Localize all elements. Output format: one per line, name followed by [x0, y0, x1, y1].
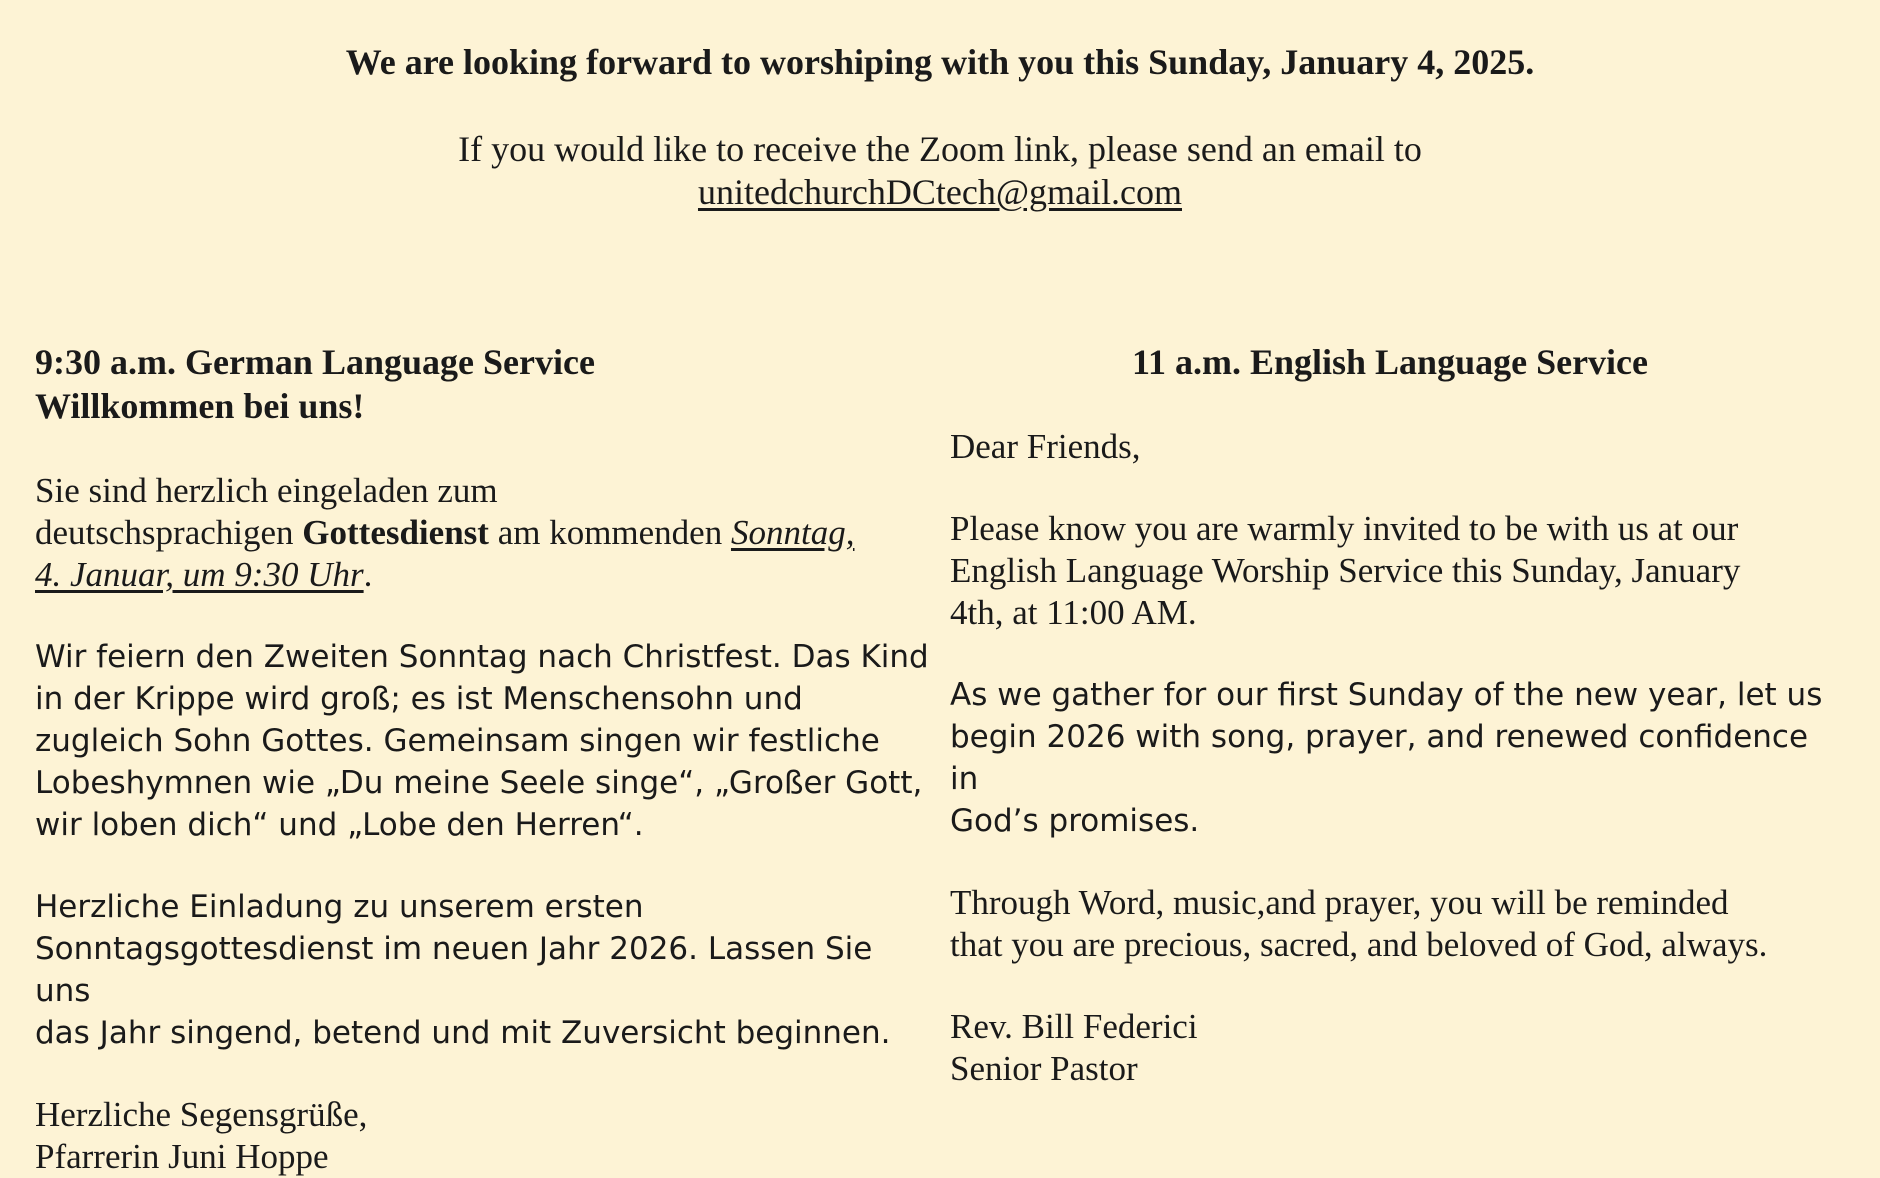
english-signature [950, 1006, 1830, 1090]
english-newyear-line: As we gather for our first Sunday of the new year, let us [950, 677, 1823, 713]
english-invitation-line: English Language Worship Service this Sunday, January [950, 551, 1741, 590]
german-pastor-signature: Pfarrerin Juni Hoppe [35, 1137, 329, 1176]
german-newyear-line: Sonntagsgottesdienst im neuen Jahr 2026. Lassen Sie uns [35, 931, 873, 1009]
zoom-notice [0, 128, 1880, 214]
german-invitation-text: am kommenden [488, 513, 731, 552]
german-sermon-line: zugleich Sohn Gottes. Gemeinsam singen wir festliche [35, 723, 880, 759]
german-invitation-bold: Gottesdienst [302, 513, 489, 552]
german-newyear-paragraph [35, 886, 935, 1054]
english-service-heading: 11 a.m. English Language Service [1131, 342, 1649, 382]
english-pastor-name: Rev. Bill Federici [950, 1007, 1198, 1046]
german-sermon-line: in der Krippe wird groß; es ist Menschensohn und [35, 681, 803, 717]
german-sermon-line: Lobeshymnen wie „Du meine Seele singe“, „Großer Gott, [35, 765, 923, 801]
english-greeting: Dear Friends, [950, 427, 1141, 466]
german-service-date: 4. Januar, um 9:30 Uhr [35, 555, 364, 594]
german-newyear-line: Herzliche Einladung zu unserem ersten [35, 889, 644, 925]
zoom-email-link[interactable]: unitedchurchDCtech@gmail.com [697, 172, 1182, 212]
german-sermon-paragraph [35, 636, 935, 846]
english-blessing-paragraph [950, 882, 1830, 966]
german-closing-greeting: Herzliche Segensgrüße, [35, 1095, 368, 1134]
english-newyear-paragraph [950, 674, 1830, 842]
german-newyear-line: das Jahr singend, betend und mit Zuversicht beginnen. [35, 1015, 891, 1051]
english-pastor-title: Senior Pastor [950, 1049, 1138, 1088]
german-invitation-line: Sie sind herzlich eingeladen zum [35, 471, 498, 510]
english-invitation-line: Please know you are warmly invited to be with us at our [950, 509, 1739, 548]
english-service-column [950, 340, 1830, 1090]
german-service-date: Sonntag, [730, 513, 855, 552]
english-blessing-line: that you are precious, sacred, and beloved of God, always. [950, 925, 1768, 964]
german-service-column [35, 340, 935, 1178]
german-invitation-text: deutschsprachigen [35, 513, 303, 552]
page-title: We are looking forward to worshiping with you this Sunday, January 4, 2025. [345, 42, 1535, 82]
german-sermon-line: wir loben dich“ und „Lobe den Herren“. [35, 807, 644, 843]
english-blessing-line: Through Word, music,and prayer, you will be reminded [950, 883, 1729, 922]
zoom-instruction: If you would like to receive the Zoom link, please send an email to [458, 129, 1422, 169]
english-invitation-paragraph [950, 508, 1830, 634]
german-closing [35, 1094, 935, 1178]
english-newyear-line: God’s promises. [950, 803, 1200, 839]
german-service-heading: 9:30 a.m. German Language Service [35, 342, 595, 382]
english-newyear-line: begin 2026 with song, prayer, and renewed confidence in [950, 719, 1809, 797]
german-invitation-text: . [363, 555, 373, 594]
german-welcome: Willkommen bei uns! [35, 386, 365, 426]
english-invitation-line: 4th, at 11:00 AM. [950, 593, 1197, 632]
german-invitation [35, 470, 935, 596]
german-sermon-line: Wir feiern den Zweiten Sonntag nach Christfest. Das Kind [35, 639, 929, 675]
